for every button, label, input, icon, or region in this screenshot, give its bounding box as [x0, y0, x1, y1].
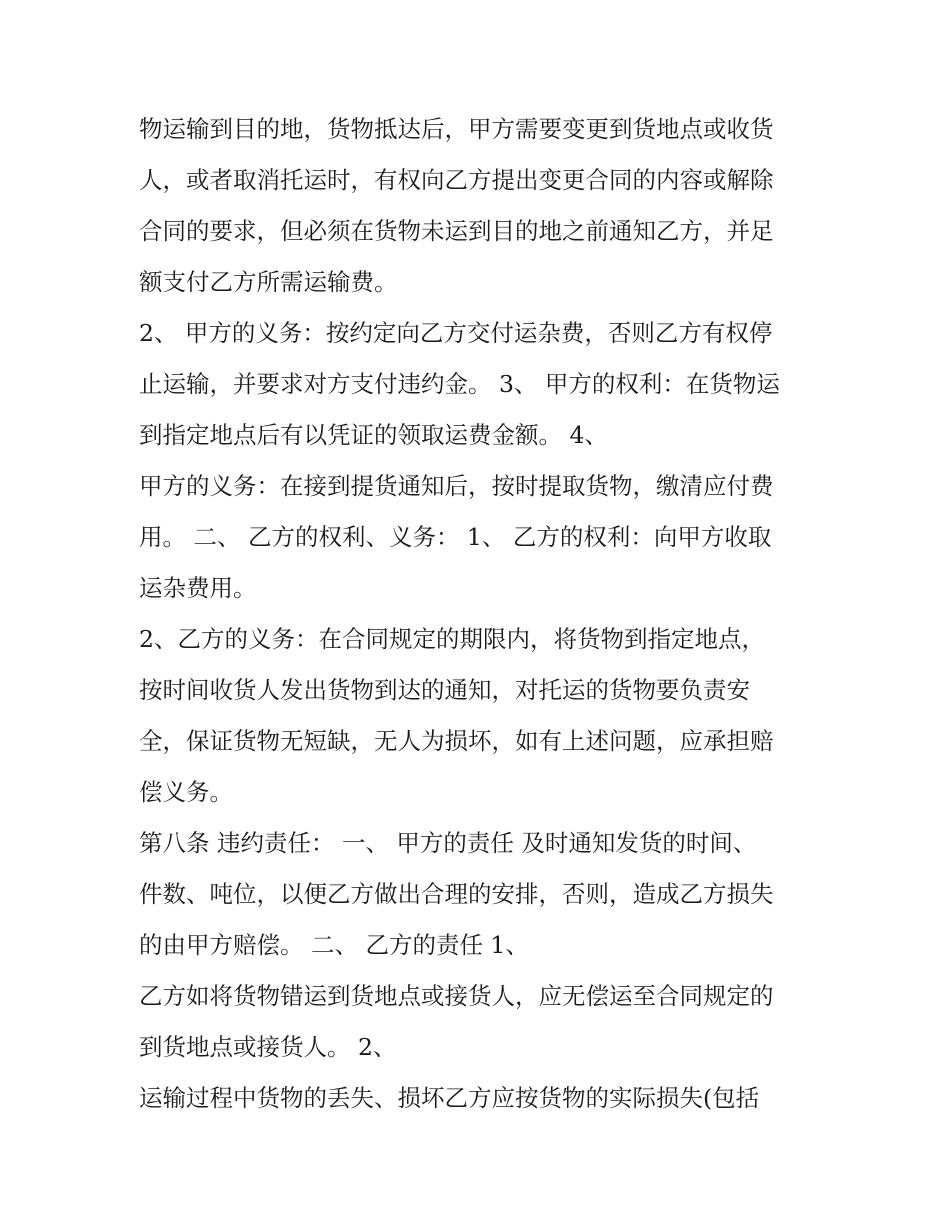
- text-line: 运杂费用。: [139, 574, 257, 602]
- text-line: 的由甲方赔偿。 二、 乙方的责任 1、: [139, 931, 529, 959]
- text-line: 2、乙方的义务：在合同规定的期限内，将货物到指定地点，: [139, 625, 765, 653]
- contract-text-body: [139, 104, 819, 1124]
- text-line: 额支付乙方所需运输费。: [139, 268, 398, 296]
- text-line: 全，保证货物无短缺，无人为损坏，如有上述问题，应承担赔: [139, 727, 774, 755]
- text-line: 人，或者取消托运时，有权向乙方提出变更合同的内容或解除: [139, 166, 774, 194]
- text-line: 2、 甲方的义务：按约定向乙方交付运杂费，否则乙方有权停: [139, 319, 773, 347]
- text-line: 到指定地点后有以凭证的领取运费金额。 4、: [139, 421, 608, 449]
- text-line: 物运输到目的地，货物抵达后，甲方需要变更到货地点或收货: [139, 115, 774, 143]
- text-line: 第八条 违约责任： 一、 甲方的责任 及时通知发货的时间、: [139, 829, 757, 857]
- text-line: 止运输，并要求对方支付违约金。 3、 甲方的权利：在货物运: [139, 370, 780, 398]
- text-line: 乙方如将货物错运到货地点或接货人，应无偿运至合同规定的: [139, 982, 774, 1010]
- text-line: 甲方的义务：在接到提货通知后，按时提取货物，缴清应付费: [139, 472, 774, 500]
- text-line: 运输过程中货物的丢失、损坏乙方应按货物的实际损失(包括: [139, 1084, 760, 1112]
- text-line: 用。 二、 乙方的权利、义务： 1、 乙方的权利：向甲方收取: [139, 523, 772, 551]
- text-line: 到货地点或接货人。 2、: [139, 1033, 397, 1061]
- text-line: 件数、吨位，以便乙方做出合理的安排，否则，造成乙方损失: [139, 880, 774, 908]
- text-line: 合同的要求，但必须在货物未运到目的地之前通知乙方，并足: [139, 217, 774, 245]
- text-line: 偿义务。: [139, 778, 233, 806]
- text-line: 按时间收货人发出货物到达的通知，对托运的货物要负责安: [139, 676, 750, 704]
